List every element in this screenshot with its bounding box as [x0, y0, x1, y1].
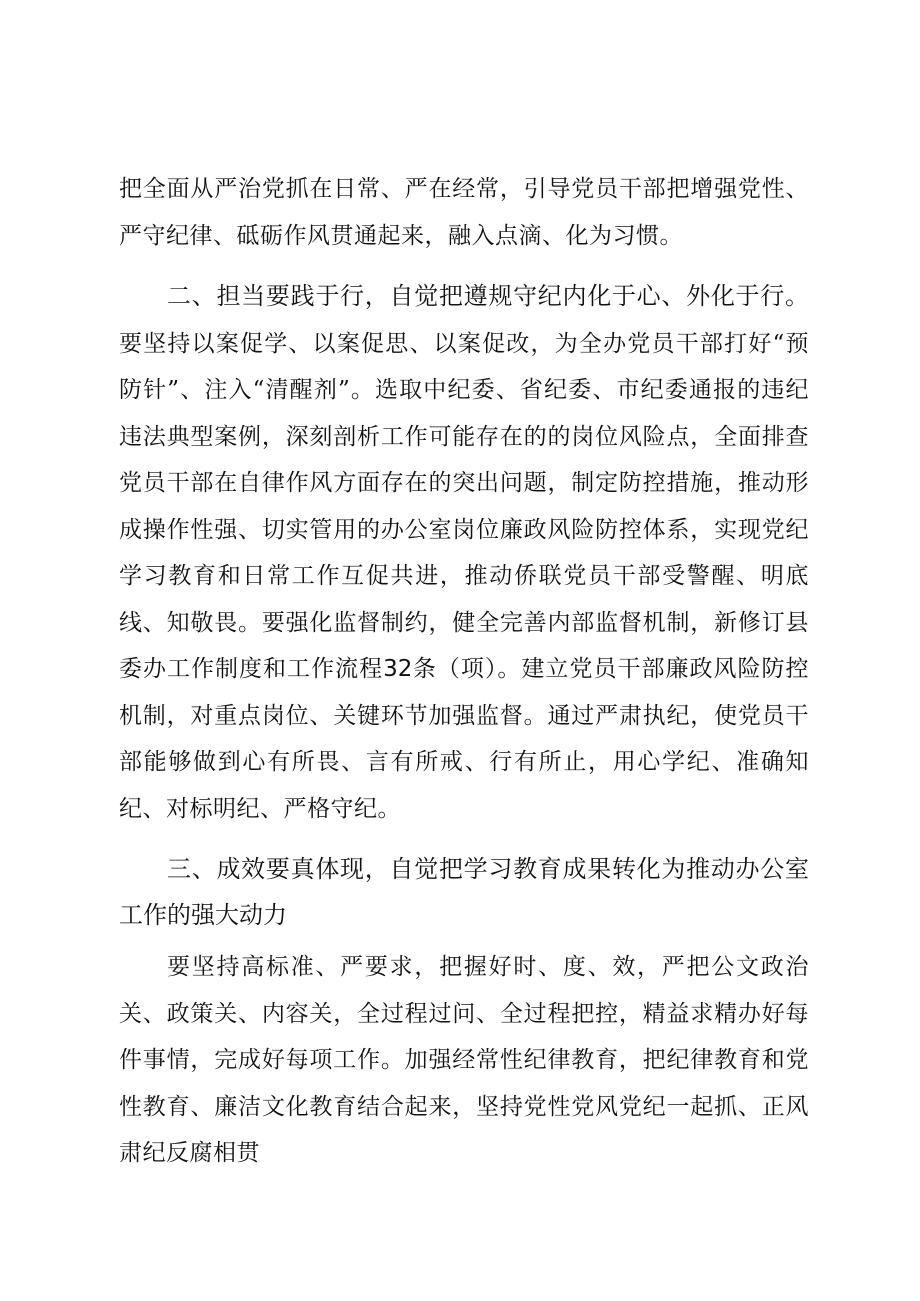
- section-two-paragraph: [119, 273, 809, 832]
- section-two-heading: 二、担当要践于行，自觉把遵规守纪内化于心、外化于行。: [167, 282, 809, 310]
- section-two-body-part2: 条（项）。建立党员干部廉政风险防控机制，对重点岗位、关键环节加强监督。通过严肃执纪，使党员干部能够做到心有所畏、言有所戒、行有所止，用心学纪、准确知纪、对标明纪、严格守纪。: [119, 656, 810, 822]
- section-two-number: 32: [383, 656, 413, 682]
- document-body: [119, 166, 809, 1177]
- section-three-heading: 三、成效要真体现，自觉把学习教育成果转化为推动办公室工作的强大动力: [119, 855, 809, 929]
- paragraph-continuation: 把全面从严治党抓在日常、严在经常，引导党员干部把增强党性、严守纪律、砥砺作风贯通起来，融入点滴、化为习惯。: [119, 176, 809, 249]
- section-three-body: 要坚持高标准、严要求，把握好时、度、效，严把公文政治关、政策关、内容关，全过程过问、全过程把控，精益求精办好每件事情，完成好每项工作。加强经常性纪律教育，把纪律教育和党性教育、廉洁文化教育结合起来，坚持党性党风党纪一起抓、正风肃纪反腐相贯: [119, 954, 809, 1166]
- section-two-body-part1: 要坚持以案促学、以案促思、以案促改，为全办党员干部打好“预防针”、注入“清醒剂”。选取中纪委、省纪委、市纪委通报的违纪违法典型案例，深刻剖析工作可能存在的的岗位风险点，全面排查党员干部在自律作风方面存在的突出问题，制定防控措施，推动形成操作性强、切实管用的办公室岗位廉政风险防控体系，实现党纪学习教育和日常工作互促共进，推动侨联党员干部受警醒、明底线、知敬畏。要强化监督制约，健全完善内部监督机制，新修订县委办工作制度和工作流程: [119, 330, 809, 682]
